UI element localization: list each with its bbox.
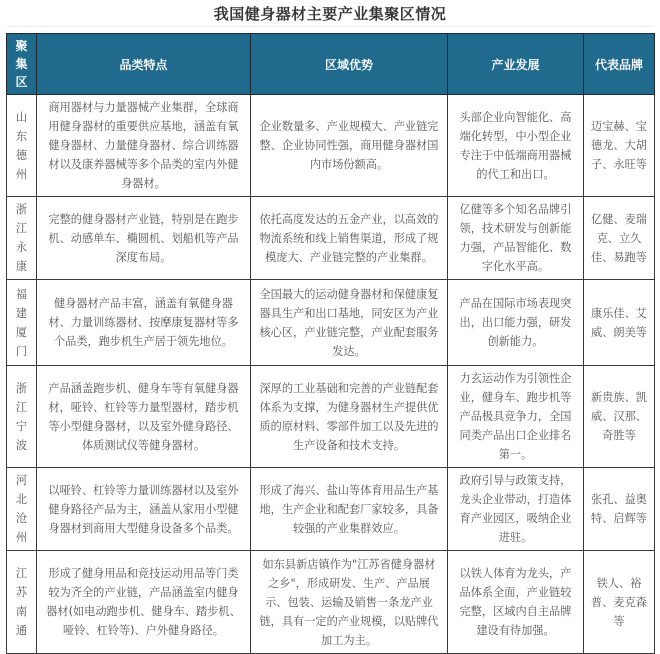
header-category: 品类特点	[37, 34, 251, 95]
development-cell: 力玄运动作为引领性企业，健身车、跑步机等产品极具竞争力，全国同类产品出口企业排名第一。	[448, 366, 584, 468]
category-cell: 健身器材产品丰富，涵盖有氧健身器材、力量训练器材、按摩康复器材等多个品类，跑步机生产居于领先地位。	[37, 280, 251, 366]
title-divider	[7, 26, 653, 27]
header-region: 聚 集 区	[7, 34, 37, 95]
region-cell: 山 东 德 州	[7, 95, 37, 197]
brands-cell: 新贵族、凯威、汉那、奇胜等	[584, 366, 655, 468]
development-cell: 产品在国际市场表现突出，出口能力强，研发创新能力。	[448, 280, 584, 366]
industry-cluster-table	[6, 33, 655, 654]
category-cell: 商用器材与力量器械产业集群，全球商用健身器材的重要供应基地，涵盖有氧健身器材、力量健身器材、综合训练器材以及康养器械等多个品类的室内外健身器材。	[37, 95, 251, 197]
table-row	[7, 551, 655, 654]
header-advantage: 区域优势	[251, 34, 448, 95]
development-cell: 亿健等多个知名品牌引领，技术研发与创新能力强，产品智能化、数字化水平高。	[448, 197, 584, 280]
advantage-cell: 企业数量多、产业规模大、产业链完整、企业协同性强，商用健身器材国内市场份额高。	[251, 95, 448, 197]
region-cell: 河 北 沧 州	[7, 468, 37, 551]
brands-cell: 亿健、麦瑞克、立久佳、易跑等	[584, 197, 655, 280]
page-title: 我国健身器材主要产业集聚区情况	[213, 5, 447, 23]
development-cell: 政府引导与政策支持，龙头企业带动，打造体育产业园区，吸纳企业进驻。	[448, 468, 584, 551]
advantage-cell: 全国最大的运动健身器材和保健康复器具生产和出口基地，同安区为产业核心区，产业链完整，产业配套服务发达。	[251, 280, 448, 366]
category-cell: 完整的健身器材产业链，特别是在跑步机、动感单车、椭圆机、划船机等产品深度布局。	[37, 197, 251, 280]
category-cell: 产品涵盖跑步机、健身车等有氧健身器材，哑铃、杠铃等力量型器材，踏步机等小型健身器材，以及室外健身路径、体质测试仪等健身器材。	[37, 366, 251, 468]
table-header-row	[7, 34, 655, 95]
table-row	[7, 366, 655, 468]
header-brands: 代表品牌	[584, 34, 655, 95]
brands-cell: 迈宝赫、宝德龙、大胡子、永旺等	[584, 95, 655, 197]
brands-cell: 康乐佳、艾威、朗美等	[584, 280, 655, 366]
development-cell: 头部企业向智能化、高端化转型，中小型企业专注于中低端商用器械的代工和出口。	[448, 95, 584, 197]
brands-cell: 张孔、益奥特、启辉等	[584, 468, 655, 551]
header-development: 产业发展	[448, 34, 584, 95]
table-row	[7, 197, 655, 280]
region-cell: 福 建 厦 门	[7, 280, 37, 366]
category-cell: 以哑铃、杠铃等力量训练器材以及室外健身路径产品为主，涵盖从家用小型健身器材到商用大型健身设备多个品类。	[37, 468, 251, 551]
table-row	[7, 468, 655, 551]
development-cell: 以铁人体育为龙头，产品体系全面，产业链较完整，区域内自主品牌建设有待加强。	[448, 551, 584, 654]
brands-cell: 铁人、裕普、麦克森等	[584, 551, 655, 654]
category-cell: 形成了健身用品和竞技运动用品等门类较为齐全的产业链，产品涵盖室内健身器材(如电动跑步机、健身车、踏步机、哑铃、杠铃等)、户外健身路径。	[37, 551, 251, 654]
advantage-cell: 如东县新店镇作为"江苏省健身器材之乡"，形成研发、生产、产品展示、包装、运输及销售一条龙产业链，具有一定的产业规模，以贴牌代加工为主。	[251, 551, 448, 654]
advantage-cell: 形成了海兴、盐山等体育用品生产基地，生产企业和配套厂家较多，具备较强的产业集群效应。	[251, 468, 448, 551]
table-row	[7, 95, 655, 197]
advantage-cell: 依托高度发达的五金产业，以高效的物流系统和线上销售渠道，形成了规模庞大、产业链完整的产业集群。	[251, 197, 448, 280]
table-row	[7, 280, 655, 366]
advantage-cell: 深厚的工业基础和完善的产业链配套体系为支撑，为健身器材生产提供优质的原材料、零部件加工以及先进的生产设备和技术支持。	[251, 366, 448, 468]
region-cell: 浙 江 永 康	[7, 197, 37, 280]
region-cell: 江 苏 南 通	[7, 551, 37, 654]
region-cell: 浙 江 宁 波	[7, 366, 37, 468]
